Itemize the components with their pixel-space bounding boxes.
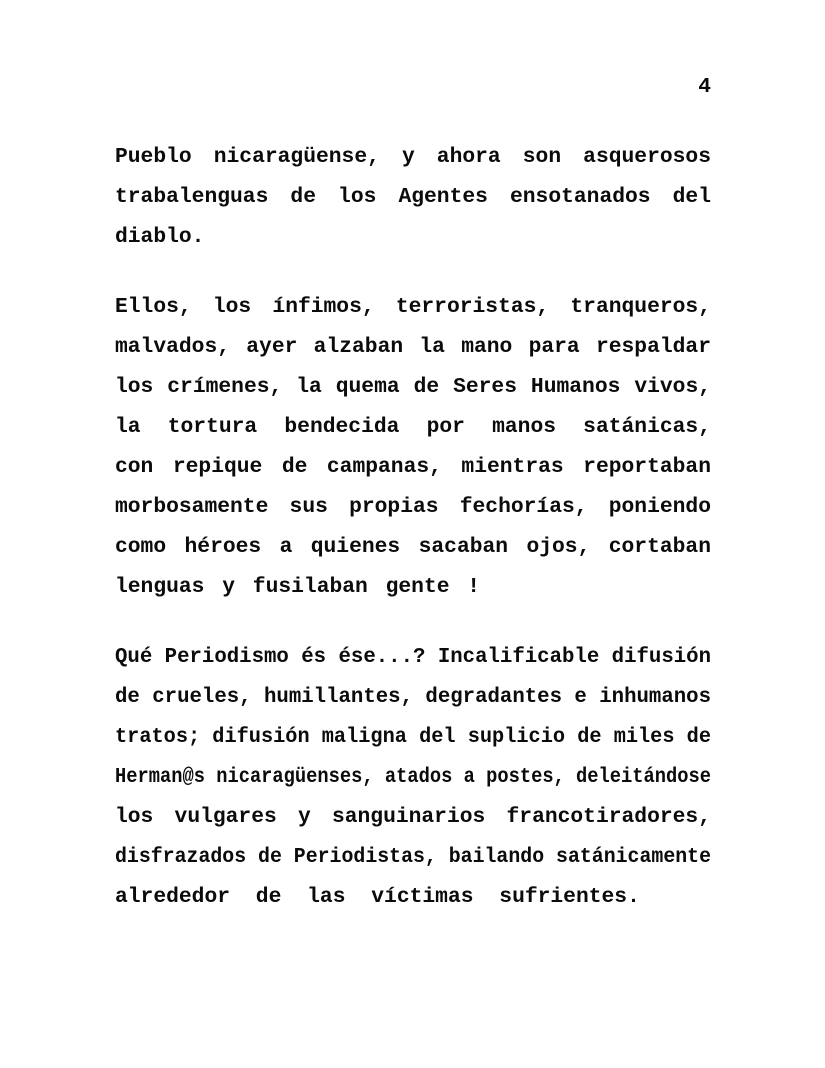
- text-line-content: Pueblo nicaragüense, y ahora son asquerosos: [115, 145, 711, 169]
- text-line-content: Qué Periodismo és ése...? Incalificable difusión: [115, 645, 711, 669]
- text-line: [115, 677, 711, 717]
- text-line-content: lenguas y fusilaban gente !: [115, 575, 481, 599]
- text-line-content: con repique de campanas, mientras reportaban: [115, 455, 711, 479]
- text-line-content: los crímenes, la quema de Seres Humanos vivos,: [115, 375, 711, 399]
- text-line: [115, 287, 711, 327]
- text-line: [115, 367, 711, 407]
- text-line: [115, 407, 711, 447]
- text-line: [115, 717, 711, 757]
- text-line-content: los vulgares y sanguinarios francotiradores,: [115, 805, 711, 829]
- text-line-content: como héroes a quienes sacaban ojos, cortaban: [115, 535, 711, 559]
- text-line: [115, 797, 711, 837]
- text-line-content: de crueles, humillantes, degradantes e inhumanos: [115, 685, 711, 709]
- text-line: [115, 527, 711, 567]
- text-line: [115, 877, 711, 917]
- text-line-content: la tortura bendecida por manos satánicas,: [115, 415, 711, 439]
- text-line: [115, 137, 711, 177]
- text-line: [115, 327, 711, 367]
- text-column: [115, 67, 711, 917]
- page-number: 4: [698, 75, 711, 99]
- text-line-content: alrededor de las víctimas sufrientes.: [115, 885, 640, 909]
- paragraph-1: [115, 137, 711, 257]
- text-line: [115, 487, 711, 527]
- text-line: [115, 447, 711, 487]
- text-line-content: Ellos, los ínfimos, terroristas, tranqueros,: [115, 295, 711, 319]
- text-line-content: disfrazados de Periodistas, bailando satánicamente: [115, 845, 711, 869]
- text-line-content: tratos; difusión maligna del suplicio de miles de: [115, 725, 711, 749]
- text-line: [115, 837, 711, 877]
- paragraph-2: [115, 287, 711, 607]
- text-line: [115, 217, 711, 257]
- text-line-content: diablo.: [115, 225, 205, 249]
- text-line: [115, 637, 711, 677]
- text-line: [115, 757, 711, 797]
- text-line: [115, 177, 711, 217]
- text-line-content: morbosamente sus propias fechorías, poniendo: [115, 495, 711, 519]
- text-line-content: trabalenguas de los Agentes ensotanados del: [115, 185, 711, 209]
- text-line-content: Herman@s nicaragüenses, atados a postes, deleitándose: [115, 765, 711, 789]
- text-line-content: malvados, ayer alzaban la mano para respaldar: [115, 335, 711, 359]
- text-line: [115, 567, 711, 607]
- paragraph-3: [115, 637, 711, 917]
